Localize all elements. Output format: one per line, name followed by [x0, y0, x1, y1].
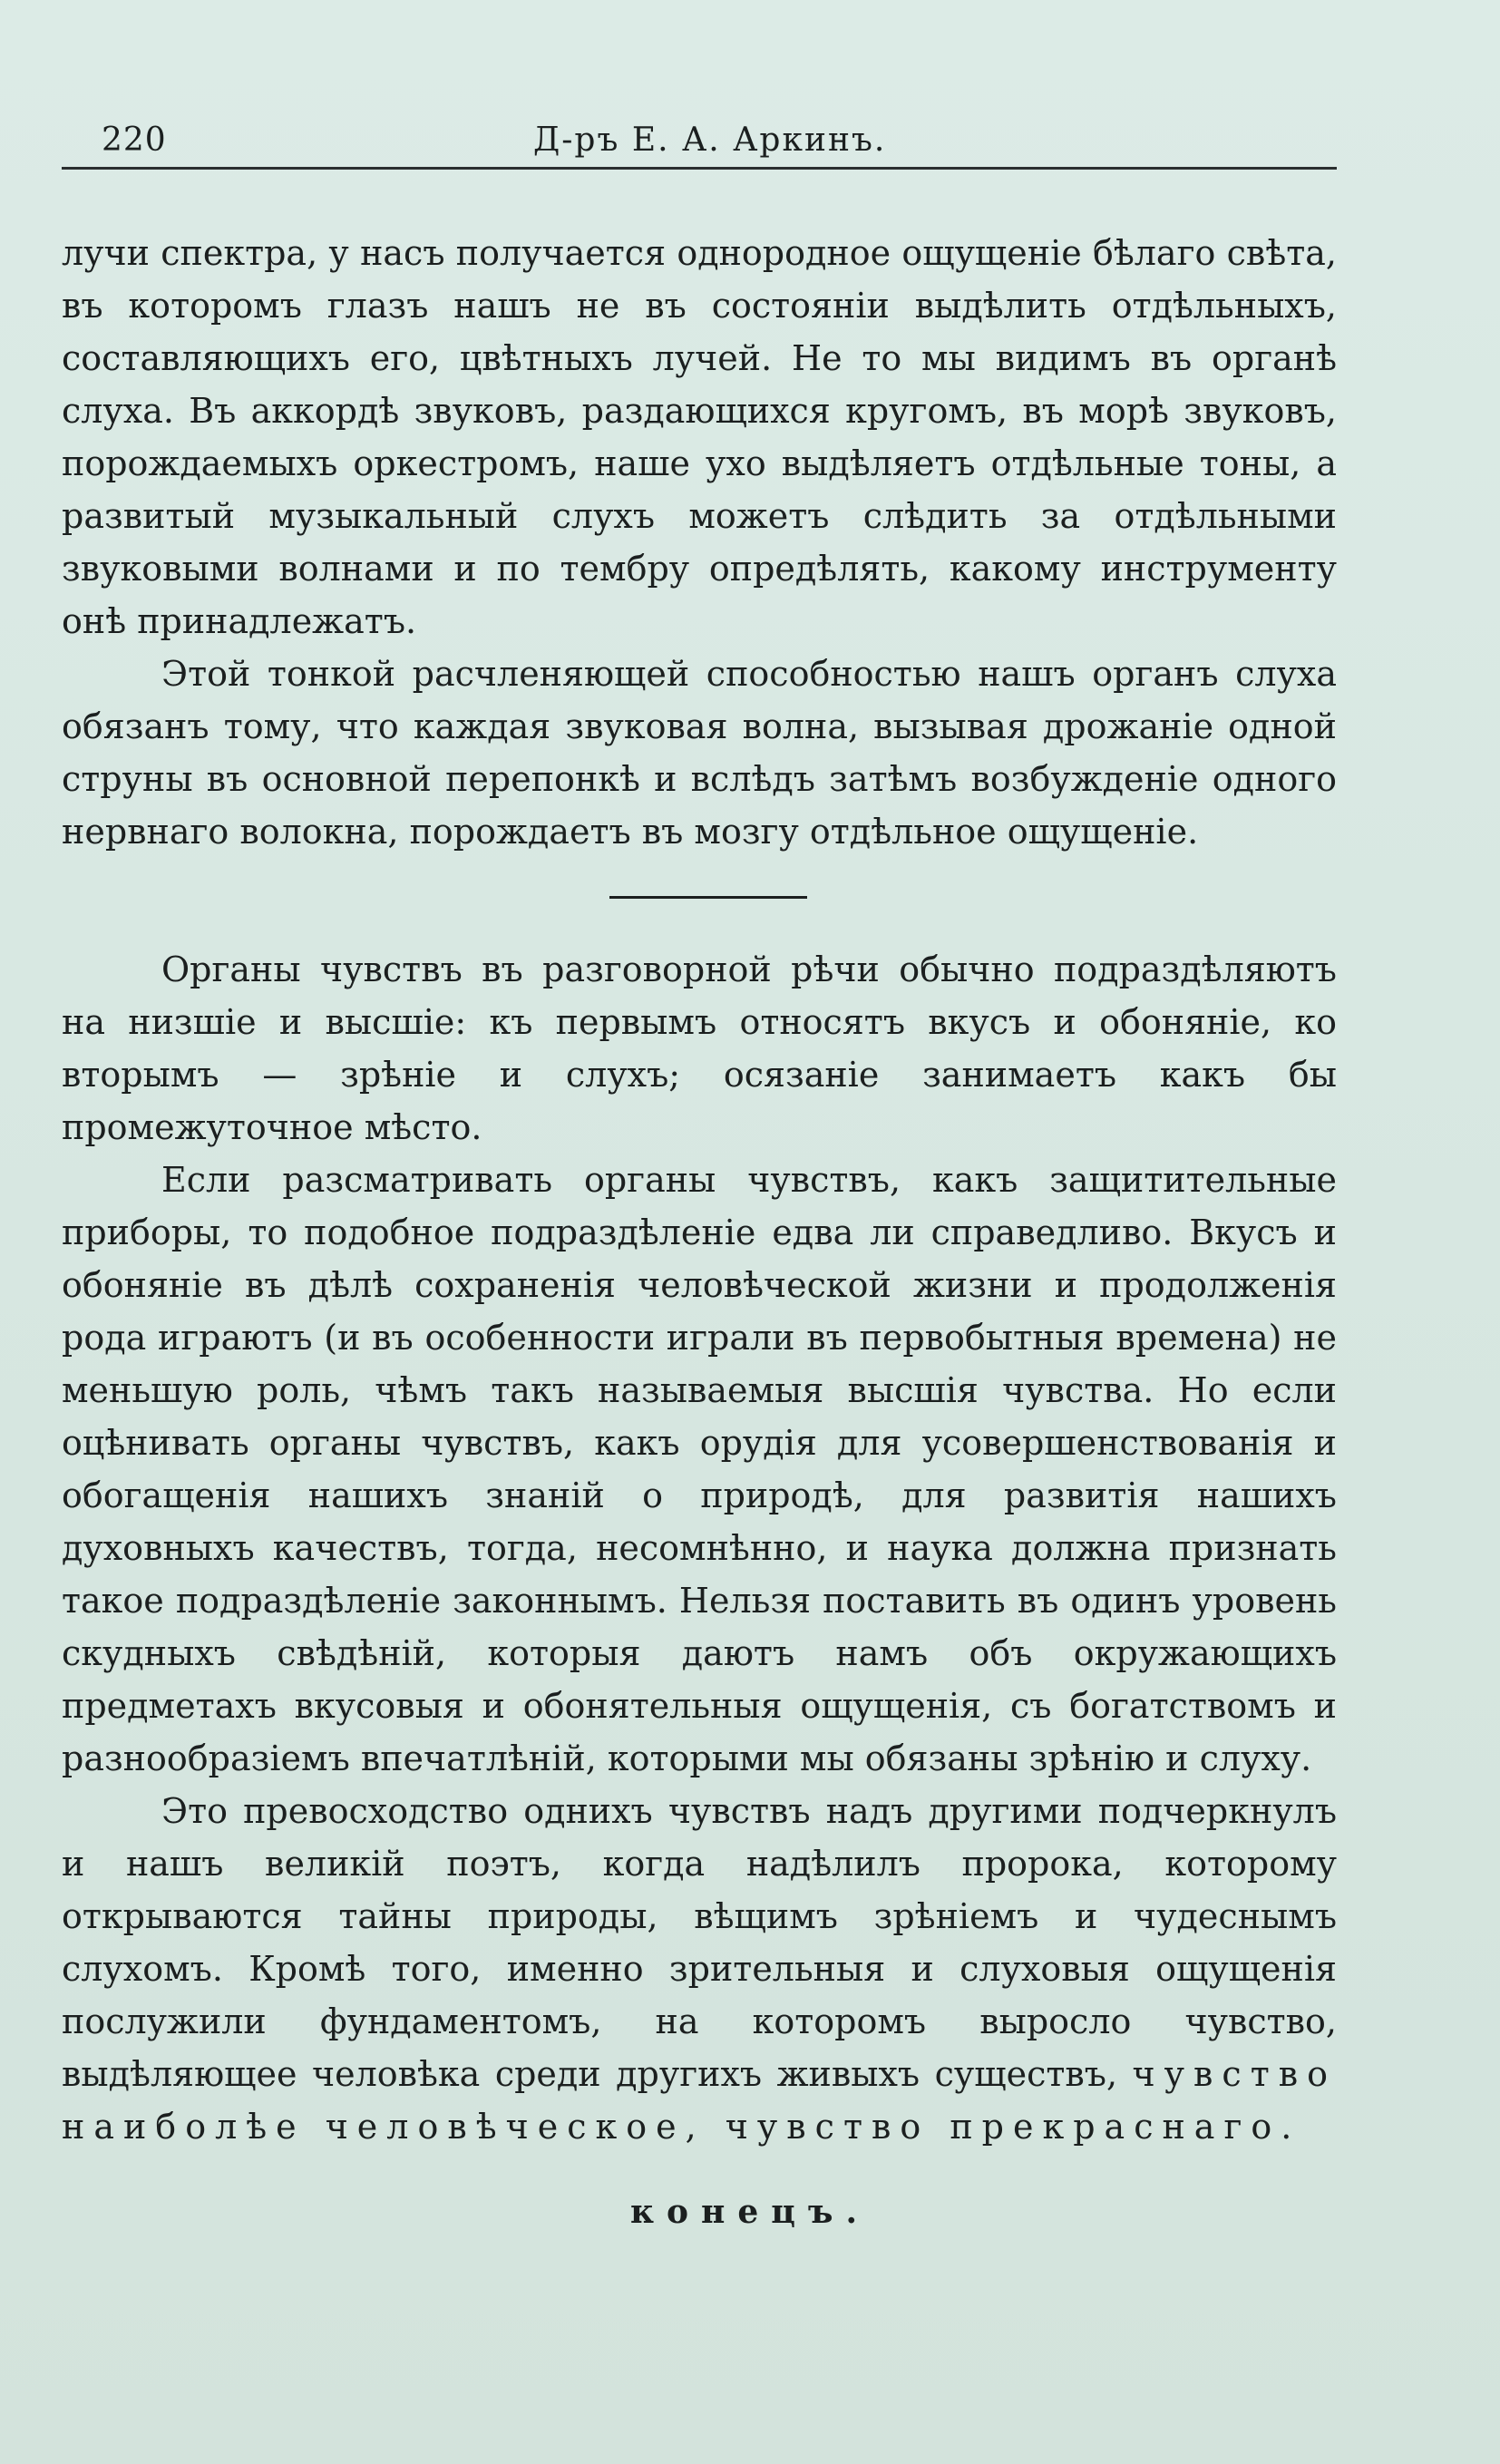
- paragraph-poet-spaced: чувство наиболѣе человѣческое, чувство прекраснаго.: [62, 2054, 1337, 2147]
- paragraph-poet-text: Это превосходство однихъ чувствъ надъ другими подчеркнулъ и нашъ великій поэтъ, когда надѣлилъ пророка, которому открываются тайны природы, вѣщимъ зрѣніемъ и чудеснымъ слухомъ. Кромѣ того, именно зрительныя и слуховыя ощущенія послужили фундаментомъ, на которомъ выросло чувство, выдѣляющее человѣка среди другихъ живыхъ существъ,: [62, 1791, 1337, 2094]
- section-hearing: [62, 227, 1337, 858]
- paragraph-analysis: Этой тонкой расчленяющей способностью нашъ органъ слуха обязанъ тому, что каждая звуковая волна, вызывая дрожаніе одной струны въ основной перепонкѣ и вслѣдъ затѣмъ возбужденіе одного нервнаго волокна, порождаетъ въ мозгу отдѣльное ощущеніе.: [62, 654, 1337, 852]
- page-header: [62, 116, 1337, 170]
- section-divider: [609, 896, 807, 899]
- page-number: 220: [102, 122, 167, 159]
- paragraph-spectrum: лучи спектра, у насъ получается однородное ощущеніе бѣлаго свѣта, въ которомъ глазъ нашъ не въ состояніи выдѣлить отдѣльныхъ, составляющихъ его, цвѣтныхъ лучей. Не то мы видимъ въ органѣ слуха. Въ аккордѣ звуковъ, раздающихся кругомъ, въ морѣ звуковъ, порождаемыхъ оркестромъ, наше ухо выдѣляетъ отдѣльные тоны, а развитый музыкальный слухъ можетъ слѣдить за отдѣльными звуковыми волнами и по тембру опредѣлять, какому инструменту онѣ принадлежатъ.: [62, 233, 1337, 641]
- paragraph-poet: [62, 1785, 1337, 2153]
- section-senses: [62, 943, 1337, 2153]
- the-end: конецъ.: [629, 2193, 870, 2231]
- paragraph-classification: Органы чувствъ въ разговорной рѣчи обычно подраздѣляютъ на низшіе и высшіе: къ первымъ относятъ вкусъ и обоняніе, ко вторымъ — зрѣніе и слухъ; осязаніе занимаетъ какъ бы промежуточное мѣсто.: [62, 950, 1337, 1147]
- running-title: Д-ръ Е. А. Аркинъ.: [533, 122, 887, 159]
- paragraph-protective: Если разсматривать органы чувствъ, какъ защитительные приборы, то подобное подраздѣленіе едва ли справедливо. Вкусъ и обоняніе въ дѣлѣ сохраненія человѣческой жизни и продолженія рода играютъ (и въ особенности играли въ первобытныя времена) не меньшую роль, чѣмъ такъ называемыя высшія чувства. Но если оцѣнивать органы чувствъ, какъ орудія для усовершенствованія и обогащенія нашихъ знаній о природѣ, для развитія нашихъ духовныхъ качествъ, тогда, несомнѣнно, и наука должна признать такое подраздѣленіе законнымъ. Нельзя поставить въ одинъ уровень скудныхъ свѣдѣній, которыя даютъ намъ объ окружающихъ предметахъ вкусовыя и обонятельныя ощущенія, съ богатствомъ и разнообразіемъ впечатлѣній, которыми мы обязаны зрѣнію и слуху.: [62, 1160, 1337, 1778]
